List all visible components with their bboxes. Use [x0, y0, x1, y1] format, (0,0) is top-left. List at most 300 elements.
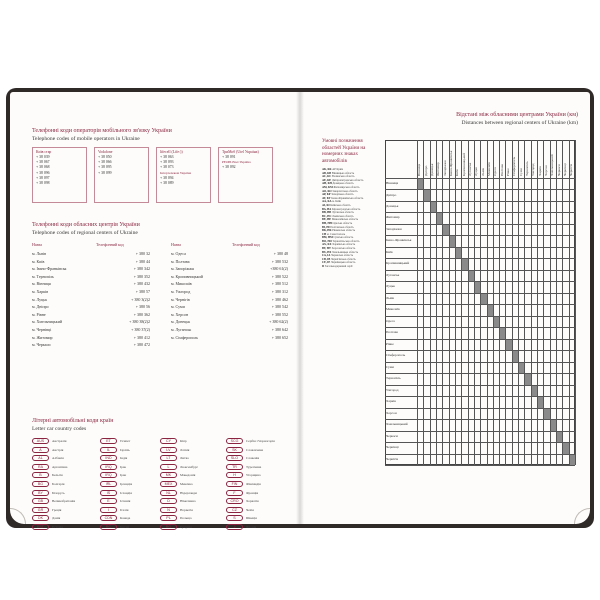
car-code-item: [100, 438, 162, 444]
distance-row-label: Тернопіль: [386, 376, 401, 381]
car-code-badge: SLO: [226, 455, 243, 461]
plate-region: Рівненська область: [332, 229, 355, 233]
distance-col-label: Житомир: [436, 162, 441, 176]
car-code-badge: F: [226, 490, 243, 496]
plate-code: ВА, НА: [322, 207, 332, 211]
operator-name: Київ стар: [36, 150, 52, 154]
column-header-name: Назва: [32, 242, 42, 247]
city-row: [32, 266, 150, 271]
car-country-name: Єгипет: [120, 439, 131, 443]
distance-row-label: Львів: [386, 295, 394, 300]
car-code-item: [160, 507, 222, 513]
plate-region: Кіровоградська область: [332, 207, 361, 211]
operator-code: + 38 099: [98, 170, 112, 175]
distance-col-label: Дніпро: [423, 165, 428, 176]
car-code-badge: BG: [32, 481, 49, 487]
car-code-badge: CZ: [226, 507, 243, 513]
city-name: м. Полтава: [171, 258, 190, 264]
plate-region: Івано-Франківська область: [331, 196, 364, 200]
car-code-badge: IRQ: [100, 464, 117, 470]
city-code: + 380 312: [271, 289, 288, 294]
plate-region: Запорізька область: [331, 193, 354, 197]
car-code-badge: IRL: [100, 481, 117, 487]
city-code: + 380 462: [271, 296, 288, 302]
distance-label-divider: [417, 140, 418, 465]
distance-col-label: Луцьк: [474, 167, 479, 176]
city-name: м. Луганськ: [171, 327, 192, 332]
distance-row-label: Суми: [386, 364, 394, 369]
car-code-item: [160, 481, 222, 487]
city-code: + 380 57: [135, 289, 150, 294]
distance-col-label: Херсон: [543, 165, 548, 176]
car-code-item: [160, 524, 222, 530]
left-page: [10, 92, 300, 529]
car-title-ua: Літерні автомобільні коди країн: [32, 418, 114, 424]
distance-col-label: Миколаїв: [486, 162, 491, 176]
car-country-name: Бельгія: [52, 473, 63, 478]
city-name: м. Чернівці: [32, 327, 52, 332]
city-name: м. Черкаси: [32, 342, 51, 348]
city-row: [171, 297, 288, 302]
distance-col-label: Чернівці: [562, 163, 567, 176]
city-name: м. Хмельницький: [32, 319, 63, 325]
city-code: + 380 652: [271, 334, 288, 340]
car-code-badge: IRQ: [100, 472, 117, 478]
regional-title-en: Telephone codes of regional centers of Ukraine: [32, 229, 138, 236]
city-name: м. Одеса: [171, 251, 186, 256]
car-country-name: Італія: [120, 507, 129, 512]
distance-row-label: Чернівці: [386, 445, 399, 450]
car-code-item: [226, 507, 288, 513]
car-country-name: Албанія: [52, 456, 64, 461]
distance-col-label: Запоріжжя: [442, 160, 447, 176]
car-code-item: [100, 481, 162, 487]
operator-code: + 38 092: [222, 165, 236, 170]
operator-code: + 38 067: [36, 160, 50, 165]
plate-code: СА, ІА: [322, 254, 331, 258]
operator-code: + 38 094: [160, 175, 174, 180]
city-row: [171, 251, 288, 256]
plate-region: Волинська область: [331, 175, 355, 179]
car-country-name: Австрія: [52, 447, 64, 452]
car-code-item: [226, 490, 288, 496]
car-code-badge: D: [160, 498, 177, 504]
plate-region: Черкаська область: [331, 254, 354, 258]
plate-code: АА, КА: [322, 200, 332, 204]
distance-title-en: Distances between regional centers of Ukraine (km): [461, 119, 578, 126]
city-name: м. Суми: [171, 304, 185, 310]
car-country-name: Норвегія: [180, 507, 193, 512]
page-corner-decoration: [574, 508, 590, 524]
city-name: м. Миколаїв: [171, 281, 192, 287]
car-country-name: Ізраїль: [120, 447, 130, 452]
plate-code: ВС, НС: [322, 214, 332, 218]
operator-code: + 38 095: [98, 165, 112, 170]
operator-name: Vodafone: [98, 150, 113, 154]
city-name: м. Луцьк: [32, 296, 48, 302]
car-country-name: Фінляндія: [246, 482, 261, 486]
car-code-badge: IL: [100, 447, 117, 453]
distance-row-label: Дніпро: [386, 192, 397, 197]
city-row: [32, 319, 150, 324]
distance-row-label: Київ: [386, 249, 393, 254]
distance-col-label: Хмельницький: [550, 154, 555, 176]
car-code-item: [226, 524, 288, 530]
car-code-item: [32, 498, 94, 504]
car-code-badge: SK: [226, 447, 243, 453]
car-code-item: [100, 472, 162, 478]
distance-col-label: Донецьк: [430, 163, 435, 176]
car-code-badge: RO: [160, 524, 177, 530]
city-row: [171, 266, 288, 271]
car-country-name: Нідерланди: [180, 490, 197, 495]
city-name: м. Херсон: [171, 311, 189, 317]
plate-code: ВН, НН: [322, 221, 332, 225]
plate-region: Чернівецька область: [330, 261, 356, 265]
distance-row-label: Рівне: [386, 341, 394, 346]
operator-code: + 38 098: [36, 181, 50, 186]
city-row: [171, 281, 288, 286]
plate-region: м. Київ: [332, 200, 341, 204]
car-code-item: [160, 464, 222, 470]
car-code-badge: FIN: [226, 481, 243, 487]
plate-code: АК, КК: [322, 168, 332, 171]
car-country-name: Франція: [246, 490, 259, 495]
city-code: + 380 472: [133, 342, 150, 348]
distance-col-label: Вінниця: [417, 163, 422, 176]
operator-sub-name: Інтертелеком Україна: [160, 170, 192, 175]
plate-code: ІІ: [322, 265, 325, 269]
car-country-name: Сербія і Чорногорія: [246, 439, 275, 443]
plate-code: ВВ, НВ: [322, 211, 332, 215]
distance-col-label: Ужгород: [531, 163, 536, 176]
car-country-name: Індія: [120, 456, 128, 461]
city-name: м. Вінниця: [32, 281, 51, 287]
city-name: м. Рівне: [32, 311, 46, 317]
city-row: [32, 327, 150, 332]
plate-code: СВ, ІВ: [322, 257, 331, 261]
car-code-badge: LV: [160, 447, 177, 453]
plate-region: м. Севастополь: [326, 232, 346, 236]
plate-region: Хмельницька область: [332, 250, 358, 254]
distance-row-label: Миколаїв: [386, 307, 400, 312]
city-code: + 380 62(2): [269, 319, 288, 325]
right-page: [300, 92, 590, 524]
car-code-item: [160, 490, 222, 496]
car-code-item: [32, 464, 94, 470]
car-country-name: Латвія: [180, 447, 190, 452]
car-code-item: [32, 481, 94, 487]
operator-name: lifecell (Life:)): [160, 150, 183, 154]
car-country-name: Ісландія: [120, 490, 132, 495]
city-code: + 380 362: [133, 311, 150, 317]
distance-title-ua: Відстані між обласними центрами України (км): [456, 112, 578, 118]
column-header-code: Телефонний код: [232, 242, 260, 247]
distance-col-label: Чернігів: [569, 163, 574, 176]
city-row: [32, 297, 150, 302]
city-row: [32, 342, 150, 347]
car-code-badge: J: [226, 524, 243, 530]
car-code-item: [32, 455, 94, 461]
car-code-item: [226, 498, 288, 504]
car-code-badge: E: [100, 498, 117, 504]
city-row: [32, 312, 150, 317]
car-code-badge: RC: [100, 524, 117, 530]
distance-row-label: Одеса: [386, 318, 395, 323]
car-title-en: Letter car country codes: [32, 425, 87, 432]
plate-code: АІ, КІ: [322, 203, 330, 207]
distance-col-label: Львів: [480, 168, 485, 176]
car-code-item: [32, 472, 94, 478]
distance-row-label: Житомир: [386, 215, 400, 220]
distance-col-label: Тернопіль: [524, 161, 529, 176]
distance-row-label: Кропивницький: [386, 261, 410, 266]
plate-code: АО, КО: [322, 189, 332, 193]
car-code-badge: MK: [160, 472, 177, 478]
city-name: м. Львів: [32, 251, 46, 256]
column-header-code: Телефонний код: [96, 242, 124, 247]
plates-title: Умовні позначення областей України на номерних знаках автомобілів: [322, 139, 366, 164]
column-header-name: Назва: [171, 242, 181, 247]
car-code-item: [32, 447, 94, 453]
distance-row-label: Запоріжжя: [386, 226, 402, 231]
car-code-item: [226, 447, 288, 453]
car-country-name: Іран: [120, 473, 127, 478]
car-country-name: Словенія: [246, 456, 260, 461]
city-code: + 380 37(2): [131, 327, 150, 332]
plate-code: СЕ, ІЕ: [322, 261, 331, 265]
plate-region: Закарпатська область: [332, 189, 358, 193]
car-code-item: [100, 455, 162, 461]
distance-row-label: Харків: [386, 399, 396, 404]
distance-col-label: Одеса: [493, 167, 498, 176]
car-code-item: [160, 472, 222, 478]
operator-code: + 38 050: [98, 155, 112, 159]
car-country-name: Польща: [180, 516, 192, 521]
car-country-name: Кіпр: [180, 439, 187, 443]
car-code-badge: NL: [160, 490, 177, 496]
plate-region: Луганська область: [331, 211, 354, 215]
car-code-badge: AUS: [32, 438, 49, 444]
car-country-name: Хорватія: [246, 499, 259, 504]
car-code-item: [160, 447, 222, 453]
car-code-item: [226, 438, 288, 444]
city-row: [171, 327, 288, 332]
city-row: [32, 274, 150, 279]
car-country-name: Чехія: [246, 507, 254, 512]
operator-code: + 38 096: [36, 170, 50, 175]
regional-codes-title: [32, 222, 140, 237]
plate-code: АН, КН: [322, 182, 332, 186]
distance-col-label: Харків: [537, 166, 542, 176]
operator-code: + 38 073: [160, 165, 174, 170]
car-code-badge: SCG: [226, 438, 243, 444]
car-country-name: Туреччина: [246, 464, 262, 469]
operator-box: [94, 147, 149, 203]
car-country-name: Аргентина: [52, 464, 68, 469]
car-country-name: Японія: [246, 525, 257, 529]
plate-code: ВК, НК: [322, 229, 332, 233]
book-gutter: [296, 92, 304, 524]
city-row: [32, 335, 150, 340]
car-code-item: [226, 472, 288, 478]
city-code: + 380 542: [271, 304, 288, 310]
plate-code: ВТ, НТ: [322, 247, 331, 251]
car-code-item: [226, 481, 288, 487]
plates-legend: [322, 139, 380, 269]
city-code: + 380 56: [135, 304, 150, 310]
city-code: +380 61(2): [270, 266, 288, 272]
city-code: + 380 642: [271, 327, 288, 332]
distance-row-label: Луцьк: [386, 284, 395, 289]
distance-row-label: Херсон: [386, 410, 397, 415]
distance-col-label: Сімферополь: [512, 156, 517, 176]
operator-code: + 38 039: [36, 155, 50, 159]
city-code: + 380 432: [133, 281, 150, 287]
city-row: [32, 304, 150, 309]
car-country-name: Румунія: [180, 525, 192, 529]
car-country-name: Німеччина: [180, 499, 196, 504]
car-code-badge: B: [32, 472, 49, 478]
car-country-name: Естонія: [52, 525, 64, 529]
city-row: [171, 335, 288, 340]
plate-code: АВ, КВ: [322, 171, 332, 175]
car-code-item: [160, 438, 222, 444]
car-codes-title: [32, 418, 113, 433]
car-code-badge: BY: [32, 490, 49, 496]
plate-region: Сумська область: [333, 236, 354, 240]
car-code-badge: PL: [160, 515, 177, 521]
car-country-name: Люксембург: [180, 464, 198, 469]
plate-code: ВО, НО: [322, 239, 332, 243]
plate-region: Дніпропетровська область: [331, 178, 364, 182]
car-country-name: Мексика: [180, 482, 193, 486]
operators-title: [32, 128, 172, 143]
plate-code: АР, КР: [322, 193, 331, 197]
city-row: [171, 259, 288, 264]
distance-row-label: Ужгород: [386, 387, 399, 392]
operators-title-en: Telephone codes of mobile operators in Ukraine: [32, 135, 140, 142]
city-code: + 380 532: [271, 258, 288, 264]
city-row: [32, 289, 150, 294]
operator-code: + 38 089: [160, 180, 174, 185]
car-country-name: Білорусь: [52, 490, 65, 495]
car-country-name: Угорщина: [246, 473, 261, 478]
car-code-badge: I: [100, 507, 117, 513]
car-code-badge: GB: [32, 498, 49, 504]
operator-code: + 38 063: [160, 155, 174, 159]
city-code: + 380 352: [133, 273, 150, 279]
car-country-name: Македонія: [180, 473, 196, 478]
car-code-badge: EST: [32, 524, 49, 530]
car-code-item: [32, 490, 94, 496]
city-name: м. Донецьк: [171, 319, 191, 325]
city-name: м. Тернопіль: [32, 273, 54, 279]
car-code-badge: N: [160, 507, 177, 513]
car-code-badge: S: [226, 515, 243, 521]
plate-item: [322, 265, 380, 269]
city-row: [171, 274, 288, 279]
car-code-item: [100, 490, 162, 496]
car-code-item: [160, 455, 222, 461]
city-name: м. Запоріжжя: [171, 266, 194, 272]
plate-code: СН: [322, 232, 327, 236]
car-code-badge: H: [226, 472, 243, 478]
plate-region: АР Крим: [332, 168, 344, 171]
car-country-name: Іспанія: [120, 499, 131, 504]
city-code: + 380 3(2)2: [131, 296, 150, 302]
city-row: [32, 251, 150, 256]
distance-table: [385, 140, 575, 465]
car-code-badge: IS: [100, 490, 117, 496]
car-code-item: [226, 464, 288, 470]
car-country-name: Греція: [52, 507, 62, 512]
plate-region: Львівська область: [332, 214, 354, 218]
car-code-item: [100, 524, 162, 530]
distance-col-label: Луганськ: [468, 162, 473, 176]
distance-row-label: Черкаси: [386, 433, 398, 438]
car-code-item: [32, 515, 94, 521]
city-code: + 380 412: [133, 334, 150, 340]
distance-row-label: Сімферополь: [386, 353, 406, 358]
plate-code: ВХ, НХ: [322, 250, 332, 254]
plate-code: АМ, КМ: [322, 185, 333, 189]
city-row: [171, 319, 288, 324]
city-name: м. Івано-Франківськ: [32, 266, 67, 272]
plate-region: Чернігівська область: [330, 257, 356, 261]
city-code: + 380 32: [135, 251, 150, 256]
city-name: м. Дніпро: [32, 304, 49, 310]
plate-code: ВМ, НМ: [322, 236, 333, 240]
car-code-badge: LT: [160, 455, 177, 461]
city-code: + 380 512: [271, 281, 288, 287]
car-country-name: Великобританія: [52, 499, 76, 504]
operator-code: + 38 093: [160, 160, 174, 165]
city-code: + 380 44: [135, 258, 150, 264]
city-row: [171, 312, 288, 317]
city-code: + 380 38(2)2: [129, 319, 150, 325]
city-name: м. Київ: [32, 258, 45, 264]
plate-code: АС, КС: [322, 175, 332, 179]
city-code: + 380 48: [273, 251, 288, 256]
city-name: м. Житомир: [32, 334, 53, 340]
plate-region: Тернопільська область: [332, 239, 360, 243]
car-code-item: [100, 464, 162, 470]
plate-region: Загальнодержавні серії: [324, 265, 353, 269]
car-code-badge: DK: [32, 515, 49, 521]
page-corner-decoration: [10, 508, 26, 524]
car-country-name: Канада: [120, 516, 131, 521]
city-name: м. Чернігів: [171, 296, 190, 302]
plate-region: Миколаївська область: [331, 218, 359, 222]
city-code: + 380 522: [271, 273, 288, 279]
city-code: + 380 552: [271, 311, 288, 317]
distance-col-label: Суми: [518, 168, 523, 176]
distance-col-label: Рівне: [505, 168, 510, 176]
distance-col-label: Черкаси: [556, 164, 561, 176]
plate-code: ВЕ, НЕ: [322, 218, 332, 222]
car-code-badge: L: [160, 464, 177, 470]
car-code-badge: CRO: [226, 498, 243, 504]
plate-code: АЕ, КЕ: [322, 178, 332, 182]
car-code-item: [160, 498, 222, 504]
operator-code: + 38 091: [222, 155, 236, 159]
distance-col-label: Полтава: [499, 164, 504, 176]
distance-row-label: Хмельницький: [386, 422, 408, 427]
plates-list: [322, 168, 380, 269]
city-name: м. Ужгород: [171, 289, 191, 294]
plate-region: Полтавська область: [330, 225, 354, 229]
